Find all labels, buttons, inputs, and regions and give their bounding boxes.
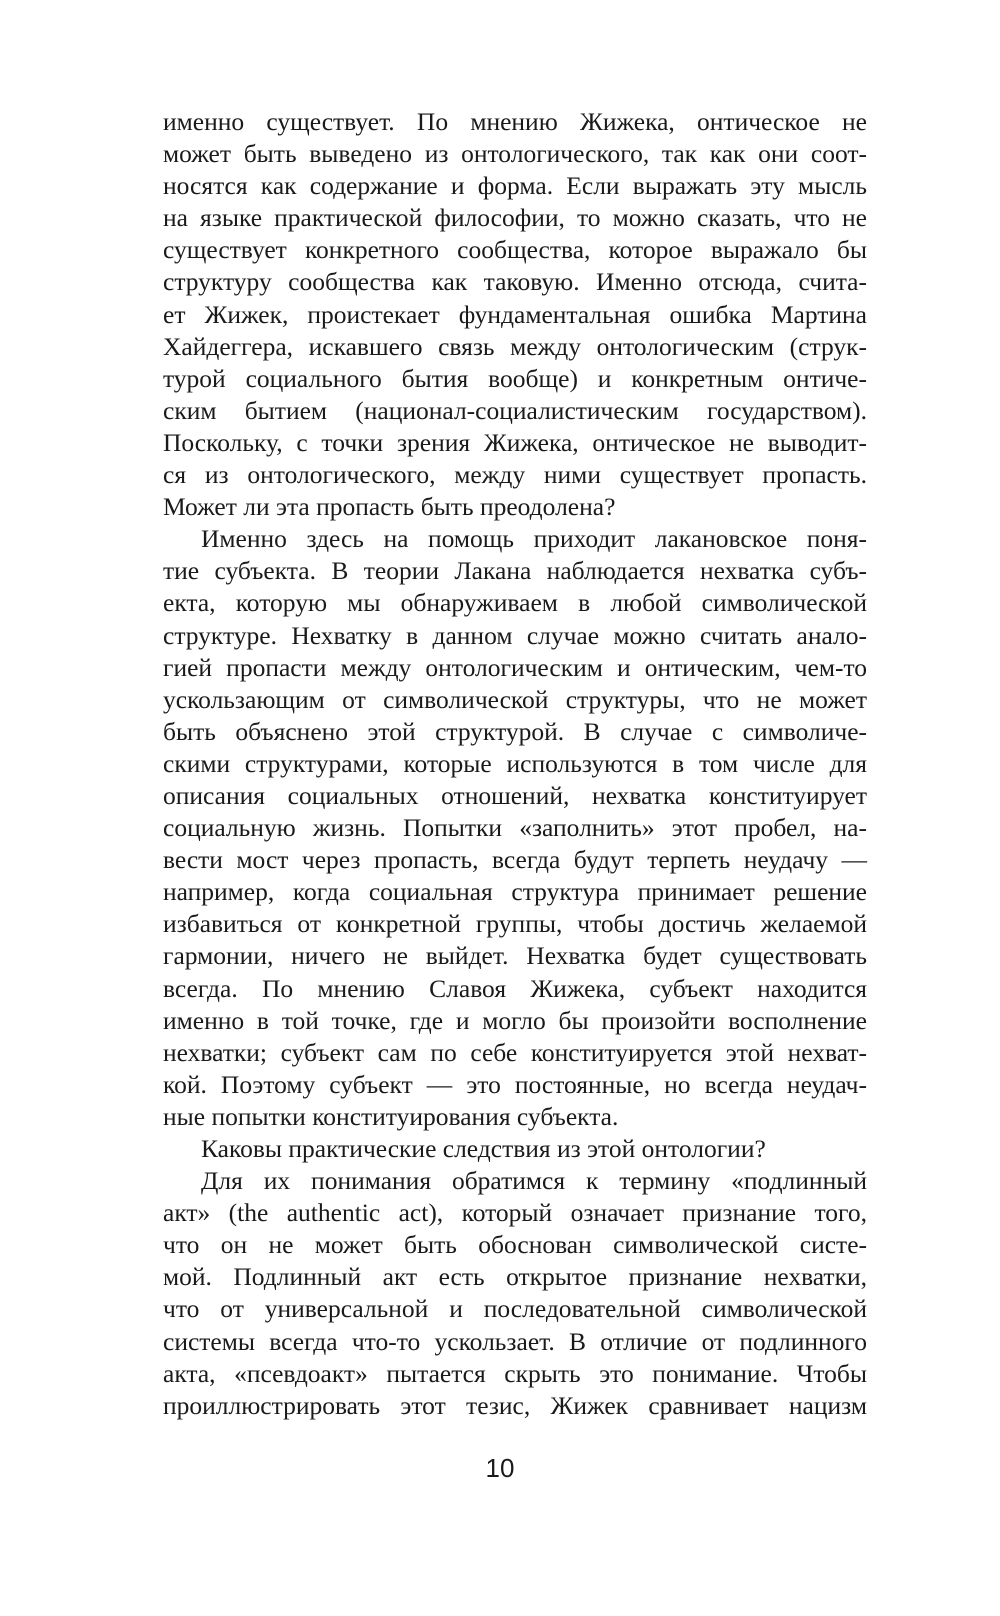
- text-line: Хайдеггера, искавшего связь между онтологическим (струк-: [163, 331, 867, 361]
- text-line: ные попытки конституирования субъекта.: [163, 1101, 619, 1131]
- text-line: гармонии, ничего не выйдет. Нехватка будет существовать: [163, 941, 867, 971]
- text-line: ет Жижек, проистекает фундаментальная ошибка Мартина: [163, 299, 867, 329]
- text-line: тие субъекта. В теории Лакана наблюдается нехватка субъ-: [163, 556, 867, 586]
- page-number: 10: [485, 1453, 515, 1483]
- text-line: Поскольку, с точки зрения Жижека, онтическое не выводит-: [163, 427, 867, 457]
- text-line: избавиться от конкретной группы, чтобы достичь желаемой: [163, 909, 867, 939]
- text-line: акт» (the authentic act), который означает признание того,: [163, 1198, 867, 1228]
- text-line: на языке практической философии, то можно сказать, что не: [163, 203, 867, 233]
- text-line: ускользающим от символической структуры, что не может: [163, 684, 867, 714]
- text-line: что он не может быть обоснован символической систе-: [163, 1230, 867, 1260]
- text-line: Для их понимания обратимся к термину «подлинный: [201, 1166, 867, 1196]
- text-line: кой. Поэтому субъект — это постоянные, но всегда неудач-: [163, 1069, 867, 1099]
- text-line: гией пропасти между онтологическим и онтическим, чем-то: [163, 652, 867, 682]
- paragraph: [163, 1165, 867, 1422]
- text-line: быть объяснено этой структурой. В случае с символиче-: [163, 716, 867, 746]
- text-line: всегда. По мнению Славоя Жижека, субъект находится: [163, 973, 867, 1003]
- text-line: носятся как содержание и форма. Если выражать эту мысль: [163, 171, 867, 201]
- text-line: вести мост через пропасть, всегда будут терпеть неудачу —: [163, 845, 867, 875]
- text-line: социальную жизнь. Попытки «заполнить» этот пробел, на-: [163, 813, 867, 843]
- text-line: может быть выведено из онтологического, так как они соот-: [163, 139, 867, 169]
- text-line: например, когда социальная структура принимает решение: [163, 877, 867, 907]
- text-line: турой социального бытия вообще) и конкретным онтиче-: [163, 363, 867, 393]
- text-line: существует конкретного сообщества, которое выражало бы: [163, 235, 867, 265]
- text-line: именно в той точке, где и могло бы произойти восполнение: [163, 1005, 867, 1035]
- text-line: структуру сообщества как таковую. Именно отсюда, счита-: [163, 267, 867, 297]
- text-line: скими структурами, которые используются в том числе для: [163, 748, 867, 778]
- text-line: Именно здесь на помощь приходит лакановское поня-: [201, 524, 867, 554]
- text-line: Каковы практические следствия из этой онтологии?: [201, 1134, 766, 1163]
- text-line: мой. Подлинный акт есть открытое признание нехватки,: [163, 1262, 867, 1292]
- body-text: [163, 106, 867, 1422]
- paragraph: [163, 106, 867, 523]
- text-line: екта, которую мы обнаруживаем в любой символической: [163, 588, 867, 618]
- text-line: нехватки; субъект сам по себе конституируется этой нехват-: [163, 1037, 867, 1067]
- text-line: ским бытием (национал-социалистическим государством).: [163, 395, 867, 425]
- text-line: Может ли эта пропасть быть преодолена?: [163, 492, 616, 522]
- text-line: проиллюстрировать этот тезис, Жижек сравнивает нацизм: [163, 1390, 867, 1420]
- paragraph: [163, 523, 867, 1133]
- text-line: системы всегда что-то ускользает. В отличие от подлинного: [163, 1326, 867, 1356]
- text-line: описания социальных отношений, нехватка конституирует: [163, 780, 867, 810]
- text-line: что от универсальной и последовательной символической: [163, 1294, 867, 1324]
- paragraph: [163, 1133, 867, 1165]
- text-line: структуре. Нехватку в данном случае можно считать анало-: [163, 620, 867, 650]
- text-line: ся из онтологического, между ними существует пропасть.: [163, 460, 867, 490]
- text-line: именно существует. По мнению Жижека, онтическое не: [163, 107, 867, 136]
- text-line: акта, «псевдоакт» пытается скрыть это понимание. Чтобы: [163, 1358, 867, 1388]
